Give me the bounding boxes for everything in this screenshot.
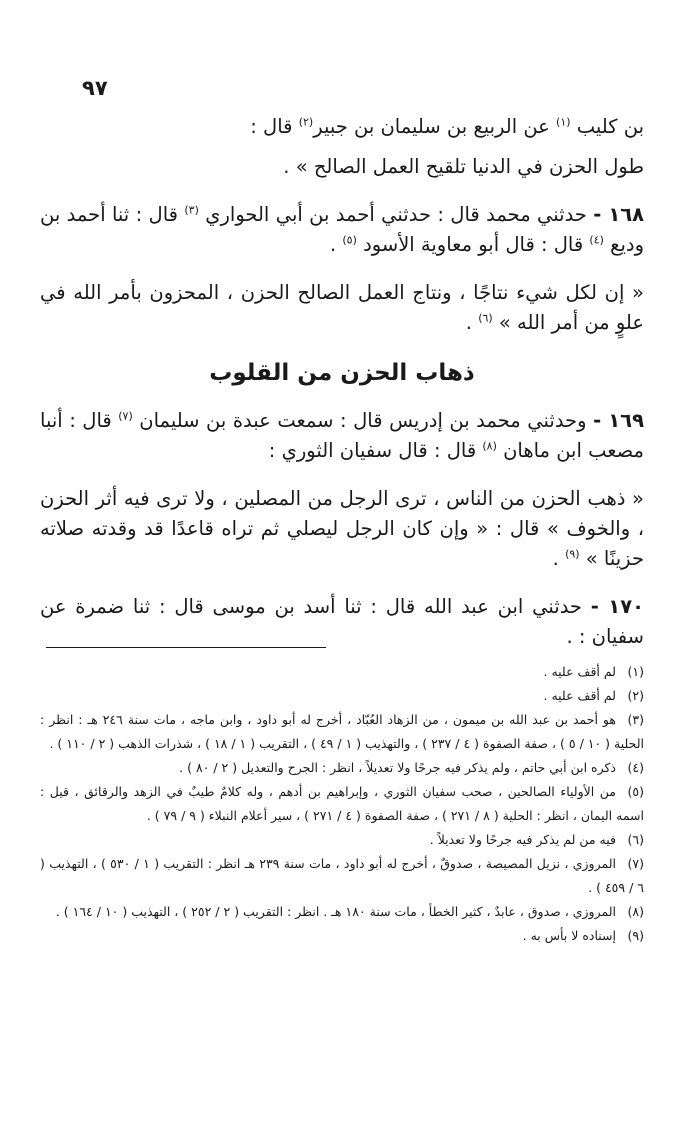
footnote-marker-8[interactable]: (٨) <box>482 439 497 453</box>
footnote-marker-9[interactable]: (٩) <box>565 547 580 561</box>
footnote <box>40 780 644 828</box>
p6-text-2: . <box>552 547 559 570</box>
paragraph-quote-1 <box>40 278 644 338</box>
footnote-marker-3[interactable]: (٣) <box>184 203 199 217</box>
footnote-number: (٣) <box>627 712 644 727</box>
footnote-number: (٥) <box>627 784 644 799</box>
p5-text-3: قال : قال سفيان الثوري : <box>268 439 477 462</box>
page-number: ٩٧ <box>82 76 108 100</box>
footnote-marker-2[interactable]: (٢) <box>298 115 314 129</box>
p5-text: وحدثني محمد بن إدريس قال : سمعت عبدة بن سليمان <box>139 409 587 432</box>
footnote-text: من الأولياء الصالحين ، صحب سفيان الثوري ، وإبراهيم بن أدهم ، وله كلامٌ طيبٌ في الزهد والرقائق ، قيل : اسمه اليمان ، انظر : الحلية ( ٨ / ٢٧١ ) ، صفة الصفوة ( ٤ / ٢٧١ ) ، سير أعلام النبلاء ( ٩ / ٧٩ ) . <box>40 784 644 823</box>
footnote <box>40 828 644 852</box>
p3-text-2: قال : ثنا أحمد بن وديع <box>40 203 644 256</box>
footnote-marker-4[interactable]: (٤) <box>589 233 604 247</box>
p4-text-2: . <box>465 311 472 334</box>
narration-number-170: ١٧٠ - <box>590 595 645 618</box>
p3-text: حدثني محمد قال : حدثني أحمد بن أبي الحواري <box>205 203 587 226</box>
footnote-number: (٤) <box>627 760 644 775</box>
footnote <box>40 660 644 684</box>
footnote-text: المروزي ، نزيل المصيصة ، صدوقٌ ، أخرج له أبو داود ، مات سنة ٢٣٩ هـ انظر : التقريب ( ١ / ٥٣٠ ) ، التهذيب ( ٦ / ٤٥٩ ) . <box>40 856 644 895</box>
p1-text: بن كليب <box>576 115 644 138</box>
footnote-number: (٩) <box>627 928 644 943</box>
footnote-marker-7[interactable]: (٧) <box>118 409 133 423</box>
footnote-number: (٨) <box>627 904 644 919</box>
paragraph-169 <box>40 406 644 466</box>
footnote-number: (١) <box>627 664 644 679</box>
p3-text-3: قال : قال أبو معاوية الأسود <box>363 233 584 256</box>
footnote-text: فيه من لم يذكر فيه جرحًا ولا تعديلاً . <box>429 832 616 847</box>
p6-text: « ذهب الحزن من الناس ، ترى الرجل من المصلين ، ولا ترى فيه أثر الحزن ، والخوف » قال : « وإن كان الرجل ليصلي ثم تراه قاعدًا قد وقدته صلاته حزينًا » <box>40 487 644 570</box>
p7-text: حدثني ابن عبد الله قال : ثنا أسد بن موسى قال : ثنا ضمرة عن سفيان : . <box>40 595 644 648</box>
section-heading: ذهاب الحزن من القلوب <box>209 360 475 386</box>
paragraph-1 <box>40 112 644 142</box>
footnote <box>40 756 644 780</box>
p1-text-3: قال : <box>250 115 293 138</box>
footnote-marker-5[interactable]: (٥) <box>342 233 357 247</box>
main-text <box>40 112 644 670</box>
footnote-number: (٢) <box>627 688 644 703</box>
footnote-divider <box>46 647 326 648</box>
footnote <box>40 684 644 708</box>
footnotes <box>40 660 644 948</box>
footnote <box>40 708 644 756</box>
footnote-text: لم أقف عليه . <box>543 664 616 679</box>
p5-text-2: قال : أنبا مصعب ابن ماهان <box>40 409 644 462</box>
footnote-text: إسناده لا بأس به . <box>522 928 616 943</box>
footnote <box>40 852 644 900</box>
footnote-number: (٦) <box>627 832 644 847</box>
p3-text-4: . <box>329 233 337 256</box>
p4-text: « إن لكل شيء نتاجًا ، ونتاج العمل الصالح الحزن ، المحزون بأمر الله في علوٍ من أمر الله » <box>40 281 644 334</box>
footnote-marker-1[interactable]: (١) <box>556 115 571 129</box>
p2-text: طول الحزن في الدنيا تلقيح العمل الصالح » . <box>283 155 644 178</box>
paragraph-170 <box>40 592 644 652</box>
footnote-text: المروزي ، صدوق ، عابدٌ ، كثير الخطأ ، مات سنة ١٨٠ هـ . انظر : التقريب ( ٢ / ٢٥٢ ) ، التهذيب ( ١٠ / ١٦٤ ) . <box>55 904 616 919</box>
footnote-text: لم أقف عليه . <box>543 688 616 703</box>
p1-text-2: عن الربيع بن سليمان بن جبير <box>313 115 550 138</box>
footnote <box>40 900 644 924</box>
footnote-text: ذكره ابن أبي حاتم ، ولم يذكر فيه جرحًا ولا تعديلاً ، انظر : الجرح والتعديل ( ٢ / ٨٠ ) . <box>179 760 616 775</box>
footnote-text: هو أحمد بن عبد الله بن ميمون ، من الزهاد العُبّاد ، أخرج له أبو داود ، وابن ماجه ، مات سنة ٢٤٦ هـ : انظر : الحلية ( ١٠ / ٥ ) ، صفة الصفوة ( ٤ / ٢٣٧ ) ، والتهذيب ( ١ / ٤٩ ) ، التقريب ( ١ / ١٨ ) ، شذرات الذهب ( ٢ / ١١٠ ) . <box>40 712 644 751</box>
footnote-number: (٧) <box>627 856 644 871</box>
narration-number-168: ١٦٨ - <box>593 203 645 226</box>
narration-number-169: ١٦٩ - <box>593 409 644 432</box>
paragraph-2 <box>40 152 644 182</box>
paragraph-168 <box>40 200 644 260</box>
footnote <box>40 924 644 948</box>
paragraph-quote-2 <box>40 484 644 574</box>
footnote-marker-6[interactable]: (٦) <box>478 311 493 325</box>
